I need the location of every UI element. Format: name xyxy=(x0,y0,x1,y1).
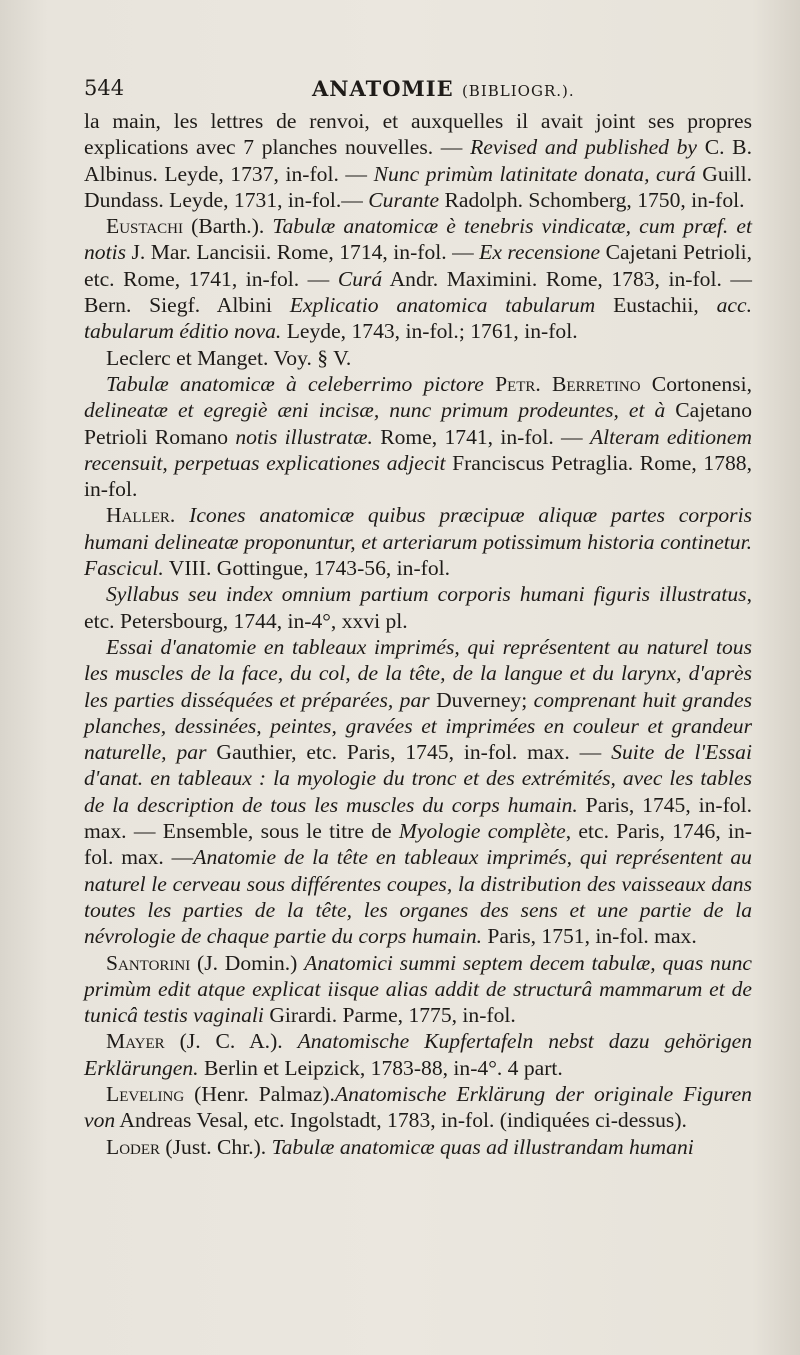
text-run: Radolph. Schomberg, 1750, in-fol. xyxy=(439,187,745,212)
italic-text: Suite de l'Essai d'anat. en tableaux : la myologie du tronc et des extrémités, avec les tables de la description de tous les muscles du corps humain. xyxy=(84,740,752,817)
text-run: (Barth.). xyxy=(183,214,273,239)
author-name: Mayer xyxy=(106,1029,165,1054)
text-run: VIII. Gottingue, 1743-56, in-fol. xyxy=(163,556,451,581)
italic-text: Tabulæ anatomicæ à celeberrimo pictore xyxy=(106,371,484,396)
text-run: Berlin et Leipzick, 1783-88, in-4°. 4 part. xyxy=(198,1055,563,1080)
entry-santorini xyxy=(84,950,752,1029)
italic-text: notis illustratæ. xyxy=(235,424,373,449)
paragraph-continuation xyxy=(84,108,752,213)
text-run xyxy=(175,503,189,527)
author-name: Santorini xyxy=(106,950,191,975)
text-run: Paris, 1751, in-fol. max. xyxy=(482,924,697,949)
italic-text: Anatomie de la tête en tableaux imprimés, qui représentent au naturel le cerveau sous différentes coupes, la distribution des vaisseaux dans toutes les parties de la tête, les organes des sens et une partie de la névrologie de chaque partie du corps humain. xyxy=(84,845,752,949)
entry-syllabus xyxy=(84,581,752,634)
text-run: Paris, 1745, in-fol. max. — Ensemble, sous le titre de xyxy=(84,792,752,844)
text-run: (J. Domin.) xyxy=(190,950,305,975)
text-run: Cajetani Petrioli, etc. Rome, 1741, in-fol. — xyxy=(84,240,752,291)
italic-text: Anatomici summi septem decem tabulæ, quas nunc primùm edit atque explicat iisque alias addit de structurâ mammarum et de tunicâ testis vaginali xyxy=(84,950,753,1028)
italic-text: Nunc primùm latinitate donata, curá xyxy=(373,161,696,186)
author-name: Eustachi xyxy=(106,214,183,239)
entry-leclerc-manget xyxy=(84,345,752,371)
text-run: , etc. Petersbourg, 1744, in-4°, xxvi pl. xyxy=(84,582,752,633)
italic-text: Explicatio anatomica tabularum xyxy=(289,293,596,318)
text-run: (J. C. A.). xyxy=(164,1029,298,1054)
italic-text: Curá xyxy=(337,266,383,291)
italic-text: Essai d'anatomie en tableaux imprimés, qui représentent au naturel tous les muscles de la face, du col, de la tête, de la langue et du larynx, d'après les parties disséquées et préparées, par xyxy=(84,634,752,712)
italic-text: Revised and published by xyxy=(470,135,698,160)
text-run: J. Mar. Lancisii. Rome, 1714, in-fol. — xyxy=(126,240,480,265)
text-run xyxy=(484,372,495,396)
text-run: Duverney; xyxy=(429,687,534,712)
italic-text: Tabulæ anatomicæ quas ad illustrandam humani xyxy=(271,1134,694,1159)
text-run: C. B. Albinus. Leyde, 1737, in-fol. — xyxy=(84,135,752,186)
italic-text: acc. tabularum éditio nova. xyxy=(84,293,752,344)
italic-text: Ex recensione xyxy=(479,240,601,265)
entry-leveling xyxy=(84,1081,752,1134)
author-name: Leveling xyxy=(106,1081,185,1106)
page-number: 544 xyxy=(84,76,125,100)
running-head xyxy=(312,76,575,101)
italic-text: comprenant huit grandes planches, dessinées, peintes, gravées et imprimées en couleur et grandeur naturelle, par xyxy=(84,687,752,765)
italic-text: Anatomische Erklärung der originale Figuren von xyxy=(84,1081,752,1133)
text-run: Eustachii, xyxy=(595,293,717,318)
italic-text: delineatæ et egregiè æni incisæ, nunc primum prodeuntes, et à xyxy=(84,398,666,423)
italic-text: Alteram editionem recensuit, perpetuas explicationes adjecit xyxy=(84,424,752,475)
italic-text: Anatomische Kupfertafeln nebst dazu gehörigen Erklärungen. xyxy=(84,1029,753,1080)
running-head-subtitle: (BIBLIOGR.). xyxy=(461,82,575,100)
page-header xyxy=(84,76,760,104)
text-run: Franciscus Petraglia. Rome, 1788, in-fol. xyxy=(84,450,752,502)
author-name: Petr. Berretino xyxy=(495,371,641,396)
author-name: Loder xyxy=(106,1134,161,1159)
text-run: Andr. Maximini. Rome, 1783, in-fol. —Bern. Siegf. Albini xyxy=(84,266,752,318)
text-run: Leclerc et Manget. Voy. § V. xyxy=(106,345,352,370)
italic-text: Curante xyxy=(368,187,440,212)
text-run: Leyde, 1743, in-fol.; 1761, in-fol. xyxy=(281,319,578,344)
italic-text: Myologie complète xyxy=(398,819,566,844)
entry-berretino xyxy=(84,371,752,502)
entry-eustachi xyxy=(84,213,752,344)
entry-mayer xyxy=(84,1028,752,1081)
text-run: Andreas Vesal, etc. Ingolstadt, 1783, in-fol. (indiquées ci-dessus). xyxy=(115,1108,687,1133)
text-run: la main, les lettres de renvoi, et auxquelles il avait joint ses propres explications avec 7 planches nouvelles. — xyxy=(84,109,752,160)
entry-loder xyxy=(84,1134,752,1160)
text-run: Girardi. Parme, 1775, in-fol. xyxy=(263,1003,516,1028)
text-run: Gauthier, etc. Paris, 1745, in-fol. max. — xyxy=(206,740,612,765)
italic-text: Tabulæ anatomicæ è tenebris vindicatæ, cum præf. et notis xyxy=(84,214,752,265)
entry-duverney-gauthier xyxy=(84,634,752,950)
text-run: , etc. Paris, 1746, in-fol. max. — xyxy=(84,819,752,870)
page-body xyxy=(84,108,752,1160)
italic-text: Syllabus seu index omnium partium corporis humani figuris illustratus xyxy=(106,582,747,607)
entry-haller xyxy=(84,502,752,581)
text-run: (Henr. Palmaz). xyxy=(184,1081,335,1106)
text-run: Cajetano Petrioli Romano xyxy=(84,398,752,449)
running-head-title: ANATOMIE xyxy=(312,76,454,101)
text-run: Guill. Dundass. Leyde, 1731, in-fol.— xyxy=(84,161,753,212)
text-run: (Just. Chr.). xyxy=(160,1134,272,1159)
italic-text: Icones anatomicæ quibus præcipuæ aliquæ partes corporis humani delineatæ proponuntur, et arteriarum potissimum historia continetur. Fascicul. xyxy=(84,503,752,581)
text-run: Cortonensi, xyxy=(640,371,752,396)
author-name: Haller. xyxy=(106,503,176,528)
text-run: Rome, 1741, in-fol. — xyxy=(372,424,590,449)
